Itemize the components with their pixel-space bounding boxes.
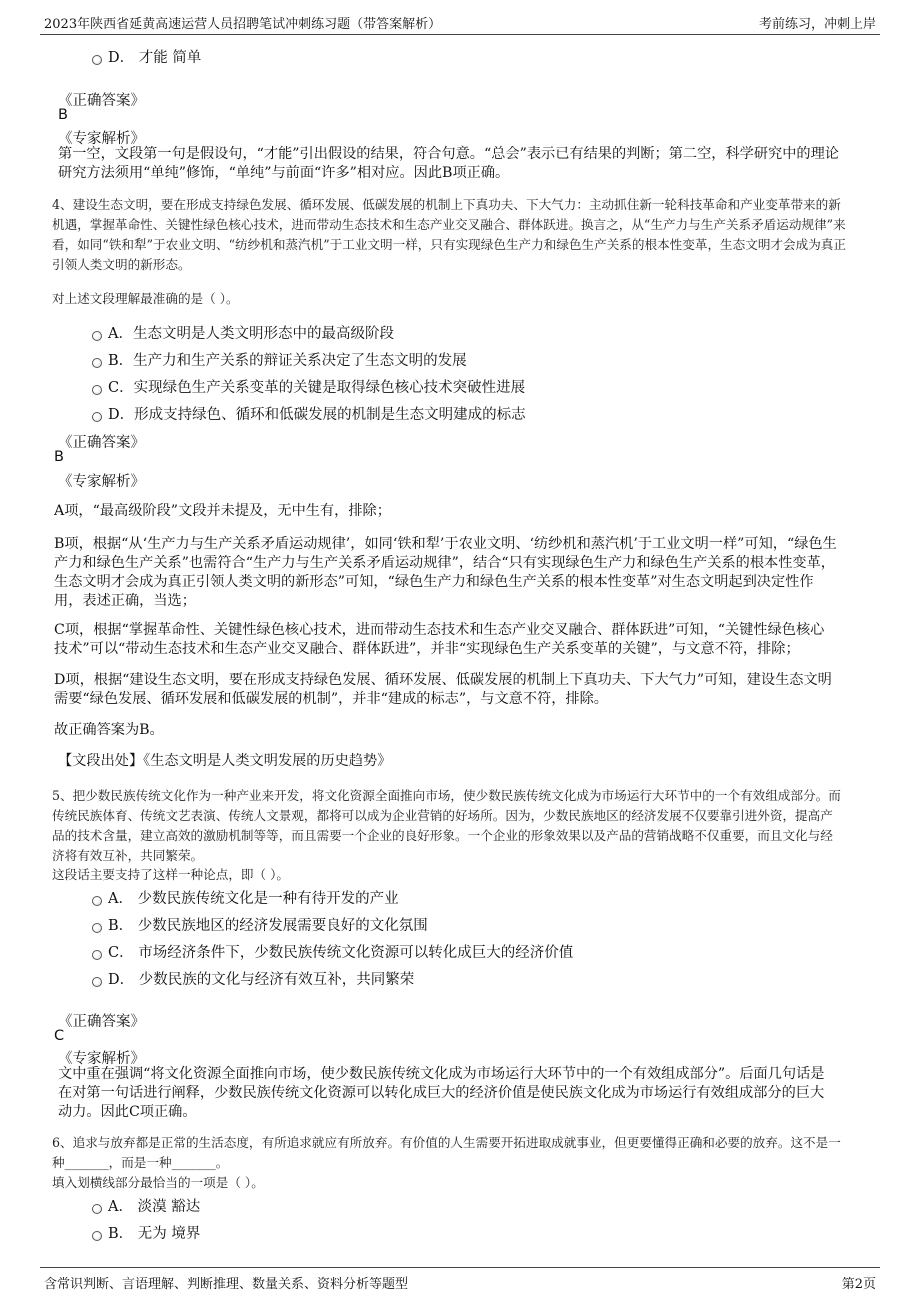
q6-stem: 填入划横线部分最恰当的一项是（ ）。: [52, 1175, 264, 1190]
radio-icon[interactable]: [92, 896, 102, 906]
radio-icon[interactable]: [92, 385, 102, 395]
q3-answer-label: 《正确答案》: [58, 93, 145, 109]
footer-subjects: 含常识判断、言语理解、判断推理、数量关系、资料分析等题型: [44, 1277, 409, 1292]
q4-analysis-a: A项，“最高级阶段”文段并未提及，无中生有，排除；: [54, 503, 391, 519]
q4-source: 【文段出处】《生态文明是人类文明发展的历史趋势》: [58, 753, 392, 769]
q5-analysis-label: 《专家解析》: [58, 1051, 145, 1067]
radio-icon[interactable]: [92, 950, 102, 960]
q5-passage: 5、把少数民族传统文化作为一种产业来开发，将文化资源全面推向市场，使少数民族传统文化成为市场运行大环节中的一个有效组成部分。而 传统民族体育、传统文艺表演、传统人文景观，都将可以成为企业营销的好场所。因为，少数民族地区的经济发展不仅要靠引进外资，提高产 品的技术含量，建立高效的激励机制等等，而且需要一个企业的良好形象。一个企业的形象效果以及产品的营销战略不仅重要，而且文化与经 济将有效互补，共同繁荣。: [52, 788, 841, 863]
page-footer: [40, 1267, 880, 1292]
q5-option-c[interactable]: C． 市场经济条件下，少数民族传统文化资源可以转化成巨大的经济价值: [92, 941, 573, 962]
q4-analysis-b: B项，根据“从‘生产力与生产关系矛盾运动规律’，如同‘铁和犁’于农业文明、‘纺纱机和蒸汽机’于工业文明一样”可知，“绿色生 产力和绿色生产关系”也需符合“生产力与生产关系矛盾运动规律”，结合“只有实现绿色生产力和绿色生产关系的根本性变革， 生态文明才会成为真正引领人类文明的新形态”可知，“绿色生产力和绿色生产关系的根本性变革”对生态文明起到决定性作 用，表述正确，当选；: [54, 536, 837, 609]
q5-option-d[interactable]: D． 少数民族的文化与经济有效互补，共同繁荣: [92, 968, 414, 989]
q6-passage: 6、追求与放弃都是正常的生活态度，有所追求就应有所放弃。有价值的人生需要开拓进取成就事业，但更要懂得正确和必要的放弃。这不是一 种_______，而是一种_______。: [52, 1135, 841, 1170]
radio-icon[interactable]: [92, 923, 102, 933]
q3-analysis: 第一空，文段第一句是假设句，“才能”引出假设的结果，符合句意。“总会”表示已有结果的判断；第二空，科学研究中的理论 研究方法须用“单纯”修饰，“单纯”与前面“许多”相对应。因此B项正确。: [58, 146, 839, 181]
document-title: 2023年陕西省延黄高速运营人员招聘笔试冲刺练习题（带答案解析）: [44, 17, 442, 32]
q4-analysis-d: D项，根据“建设生态文明，要在形成支持绿色发展、循环发展、低碳发展的机制上下真功夫、下大气力”可知，建设生态文明 需要“绿色发展、循环发展和低碳发展的机制”，并非“建成的标志”，与文意不符，排除。: [54, 672, 832, 707]
q5-analysis: 文中重在强调“将文化资源全面推向市场，使少数民族传统文化成为市场运行大环节中的一个有效组成部分”。后面几句话是 在对第一句话进行阐释，少数民族传统文化资源可以转化成巨大的经济价值是使民族文化成为市场运行有效组成部分的巨大 动力。因此C项正确。: [58, 1066, 825, 1120]
q3-option-d[interactable]: D． 才能 简单: [92, 46, 201, 67]
q4-analysis-label: 《专家解析》: [58, 474, 145, 490]
q4-analysis-c: C项，根据“掌握革命性、关键性绿色核心技术，进而带动生态技术和生态产业交叉融合、群体跃进”可知，“关键性绿色核心 技术”可以“带动生态技术和生态产业交叉融合、群体跃进”，并非“实现绿色生产关系变革的关键”，与文意不符，排除；: [54, 622, 825, 657]
header-slogan: 考前练习，冲刺上岸: [758, 17, 876, 32]
q4-answer: B: [54, 449, 64, 465]
radio-icon[interactable]: [92, 977, 102, 987]
q4-passage: 4、建设生态文明，要在形成支持绿色发展、循环发展、低碳发展的机制上下真功夫、下大气力：主动抓住新一轮科技革命和产业变革带来的新 机遇，掌握革命性、关键性绿色核心技术，进而带动生态技术和生态产业交叉融合、群体跃进。换言之，从“生产力与生产关系矛盾运动规律”来 看，如同“铁和犁”于农业文明、“纺纱机和蒸汽机”于工业文明一样，只有实现绿色生产力和绿色生产关系的根本性变革，生态文明才会成为真正 引领人类文明的新形态。: [52, 197, 846, 272]
q4-conclusion: 故正确答案为B。: [54, 722, 164, 738]
page-header: [40, 10, 880, 35]
q6-option-b[interactable]: B． 无为 境界: [92, 1222, 200, 1243]
q6-option-a[interactable]: A． 淡漠 豁达: [92, 1195, 200, 1216]
q4-option-d[interactable]: D．形成支持绿色、循环和低碳发展的机制是生态文明建成的标志: [92, 403, 526, 424]
radio-icon[interactable]: [92, 55, 102, 65]
page-number: 第2页: [841, 1277, 876, 1292]
q5-stem: 这段话主要支持了这样一种论点，即（ ）。: [52, 867, 289, 882]
q5-answer-label: 《正确答案》: [58, 1014, 145, 1030]
radio-icon[interactable]: [92, 1204, 102, 1214]
q4-option-a[interactable]: A．生态文明是人类文明形态中的最高级阶段: [92, 322, 394, 343]
q4-stem: 对上述文段理解最准确的是（ ）。: [52, 291, 239, 306]
q4-answer-label: 《正确答案》: [58, 435, 145, 451]
q4-option-b[interactable]: B．生产力和生产关系的辩证关系决定了生态文明的发展: [92, 349, 467, 370]
q5-answer: C: [54, 1028, 65, 1044]
radio-icon[interactable]: [92, 1231, 102, 1241]
q5-option-a[interactable]: A． 少数民族传统文化是一种有待开发的产业: [92, 887, 399, 908]
radio-icon[interactable]: [92, 412, 102, 422]
radio-icon[interactable]: [92, 358, 102, 368]
q3-analysis-label: 《专家解析》: [58, 131, 145, 147]
q4-option-c[interactable]: C．实现绿色生产关系变革的关键是取得绿色核心技术突破性进展: [92, 376, 525, 397]
radio-icon[interactable]: [92, 331, 102, 341]
q3-answer: B: [58, 107, 68, 123]
q5-option-b[interactable]: B． 少数民族地区的经济发展需要良好的文化氛围: [92, 914, 428, 935]
